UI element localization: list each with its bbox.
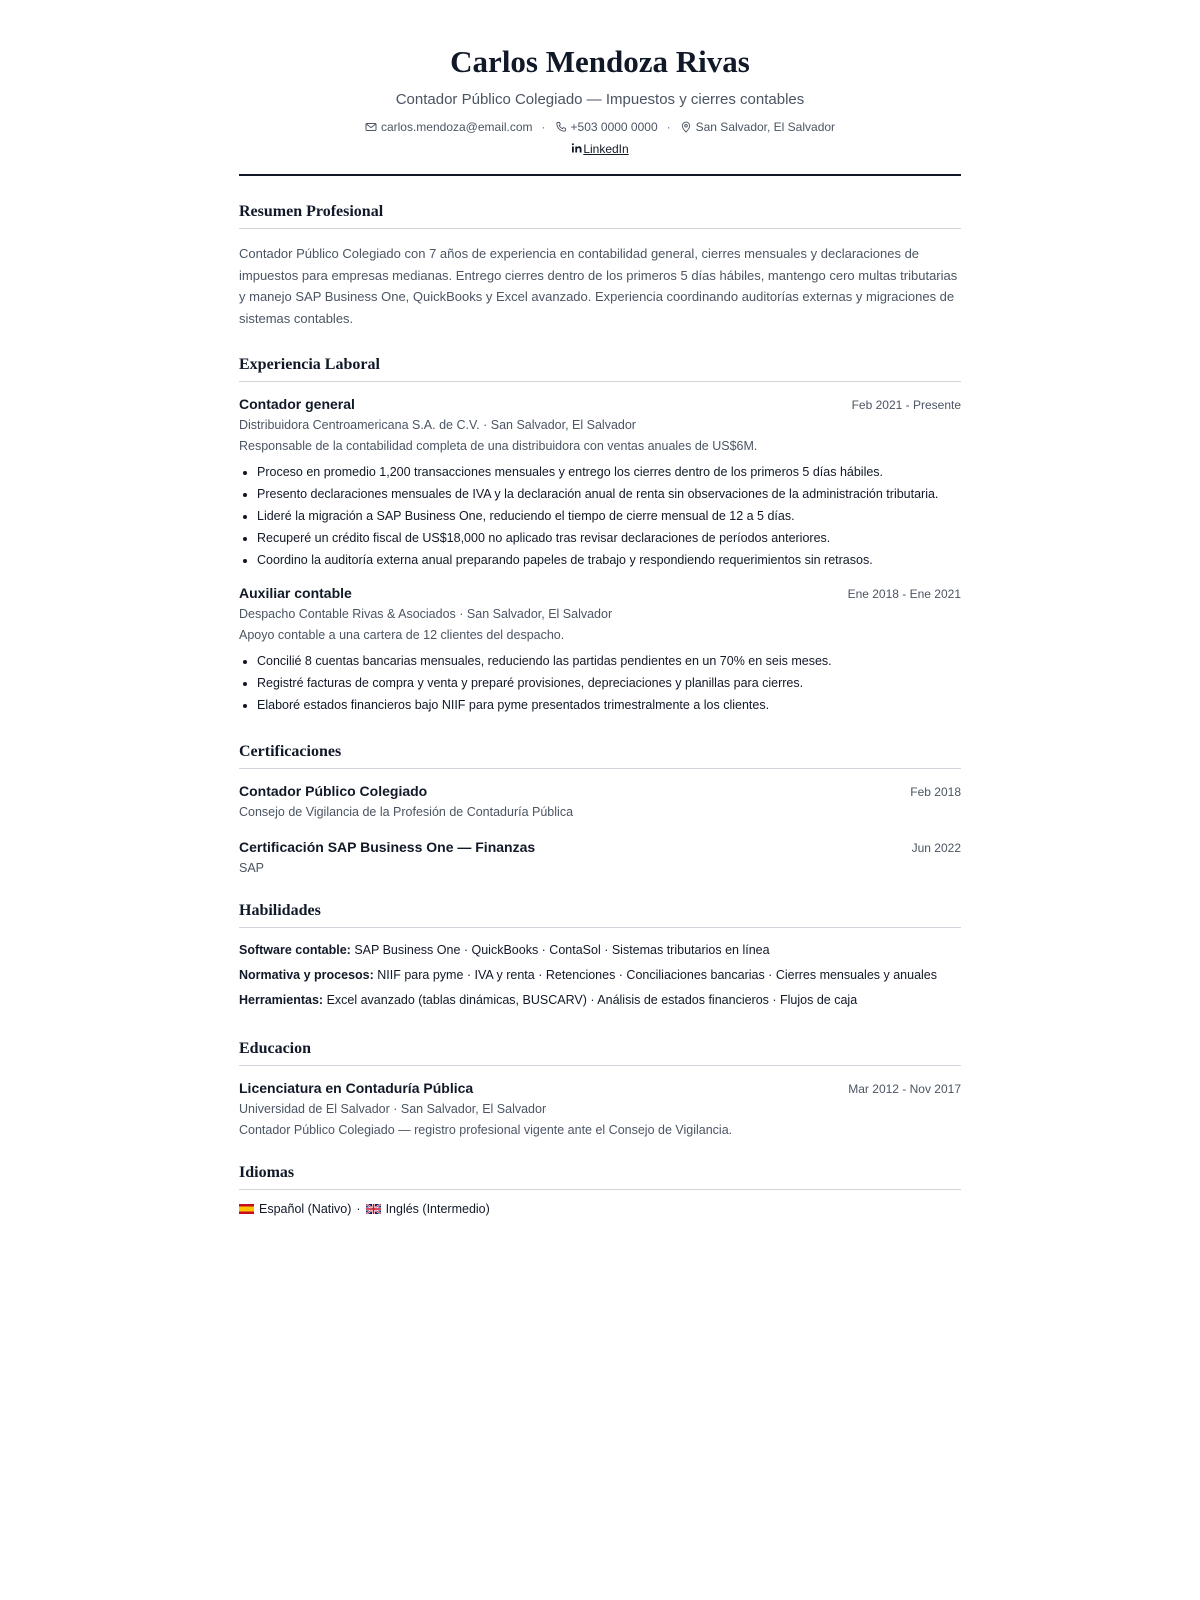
mail-icon xyxy=(365,121,377,133)
bullet-item: • Coordino la auditoría externa anual preparando papeles de trabajo y respondiendo requerimientos sin retrasos. xyxy=(257,549,961,571)
section-title: Educacion xyxy=(239,1039,961,1066)
contact-row xyxy=(239,119,961,135)
job-description: Apoyo contable a una cartera de 12 clientes del despacho. xyxy=(239,628,565,642)
section-title: Habilidades xyxy=(239,901,961,928)
bullet-item: • Recuperé un crédito fiscal de US$18,000 no aplicado tras revisar declaraciones de períodos anteriores. xyxy=(257,527,961,549)
uk-flag-icon xyxy=(366,1204,381,1214)
bullet-item: • Presento declaraciones mensuales de IVA y la declaración anual de renta sin observaciones de la administración tributaria. xyxy=(257,483,961,505)
skills-list xyxy=(239,938,961,1013)
certification-issuer: SAP xyxy=(239,861,265,875)
skill-group-label: Software contable: xyxy=(239,943,351,957)
job-bullets xyxy=(239,650,961,716)
separator: · xyxy=(356,1202,361,1216)
job-bullets xyxy=(239,461,961,571)
education-dates: Mar 2012 - Nov 2017 xyxy=(848,1082,961,1096)
job-dates: Feb 2021 - Presente xyxy=(851,398,961,412)
section-title: Certificaciones xyxy=(239,742,961,769)
certification-entry xyxy=(239,783,961,819)
certification-date: Jun 2022 xyxy=(911,841,961,855)
job-role: Auxiliar contable xyxy=(239,585,352,601)
skill-group-value: SAP Business One · QuickBooks · ContaSol · Sistemas tributarios en línea xyxy=(354,943,770,957)
bullet-item: • Elaboré estados financieros bajo NIIF para pyme presentados trimestralmente a los clientes. xyxy=(257,694,961,716)
certification-name: Certificación SAP Business One — Finanzas xyxy=(239,839,536,855)
headline: Contador Público Colegiado — Impuestos y cierres contables xyxy=(395,91,805,108)
language-item: Inglés (Intermedio) xyxy=(385,1202,490,1216)
email-contact[interactable] xyxy=(365,119,533,135)
linkedin-label: LinkedIn xyxy=(583,142,629,156)
bullet-item: • Registré facturas de compra y venta y preparé provisiones, depreciaciones y planillas para cierres. xyxy=(257,672,961,694)
phone-contact[interactable] xyxy=(555,119,658,135)
certification-date: Feb 2018 xyxy=(910,785,961,799)
degree-name: Licenciatura en Contaduría Pública xyxy=(239,1080,474,1096)
languages-list xyxy=(239,1202,961,1216)
job-description: Responsable de la contabilidad completa de una distribuidora con ventas anuales de US$6M. xyxy=(239,439,758,453)
education-section xyxy=(239,1039,961,1137)
resume-page xyxy=(239,0,961,1216)
bullet-item: • Concilié 8 cuentas bancarias mensuales, reduciendo las partidas pendientes en un 70% en seis meses. xyxy=(257,650,961,672)
skill-group-value: Excel avanzado (tablas dinámicas, BUSCARV) · Análisis de estados financieros · Flujos de caja xyxy=(326,993,858,1007)
skill-group-label: Herramientas: xyxy=(239,993,324,1007)
job-dates: Ene 2018 - Ene 2021 xyxy=(847,587,961,601)
job-entry xyxy=(239,396,961,571)
section-title: Resumen Profesional xyxy=(239,202,961,229)
bullet-item: • Lideré la migración a SAP Business One, reduciendo el tiempo de cierre mensual de 12 a 5 días. xyxy=(257,505,961,527)
certification-name: Contador Público Colegiado xyxy=(239,783,428,799)
certifications-section xyxy=(239,742,961,875)
summary-text: Contador Público Colegiado con 7 años de experiencia en contabilidad general, cierres mensuales y declaraciones de impuestos para empresas medianas. Entrego cierres dentro de los primeros 5 días hábiles, mantengo cero multas tributarias y manejo SAP Business One, QuickBooks y Excel avanzado. Experiencia coordinando auditorías externas y migraciones de sistemas contables. xyxy=(239,246,958,326)
candidate-name: Carlos Mendoza Rivas xyxy=(450,44,750,79)
skill-group xyxy=(239,988,961,1013)
header-divider xyxy=(239,174,961,176)
skill-group xyxy=(239,963,961,988)
location-text: San Salvador, El Salvador xyxy=(695,120,836,134)
job-company: Distribuidora Centroamericana S.A. de C.V. · San Salvador, El Salvador xyxy=(239,418,636,432)
bullet-item: • Proceso en promedio 1,200 transacciones mensuales y entrego los cierres dentro de los primeros 5 días hábiles. xyxy=(257,461,961,483)
certification-entry xyxy=(239,839,961,875)
linkedin-link[interactable] xyxy=(571,142,628,156)
section-title: Experiencia Laboral xyxy=(239,355,961,382)
phone-icon xyxy=(555,121,567,133)
separator: · xyxy=(541,120,546,134)
job-role: Contador general xyxy=(239,396,355,412)
certification-issuer: Consejo de Vigilancia de la Profesión de Contaduría Pública xyxy=(239,805,574,819)
location-contact xyxy=(680,119,835,135)
separator: · xyxy=(666,120,671,134)
section-title: Idiomas xyxy=(239,1163,961,1190)
skills-section xyxy=(239,901,961,1013)
linkedin-icon xyxy=(571,142,583,154)
job-entry xyxy=(239,585,961,716)
resume-header xyxy=(239,44,961,176)
link-row xyxy=(239,141,961,157)
language-item: Español (Nativo) xyxy=(259,1202,352,1216)
spain-flag-icon xyxy=(239,1204,254,1214)
school-name: Universidad de El Salvador · San Salvador, El Salvador xyxy=(239,1102,547,1116)
languages-section xyxy=(239,1163,961,1216)
phone-text: +503 0000 0000 xyxy=(570,120,658,134)
education-entry xyxy=(239,1080,961,1137)
map-pin-icon xyxy=(680,121,692,133)
summary-section xyxy=(239,202,961,329)
email-text: carlos.mendoza@email.com xyxy=(380,120,533,134)
job-company: Despacho Contable Rivas & Asociados · San Salvador, El Salvador xyxy=(239,607,613,621)
experience-section xyxy=(239,355,961,716)
skill-group-label: Normativa y procesos: xyxy=(239,968,374,982)
education-note: Contador Público Colegiado — registro profesional vigente ante el Consejo de Vigilancia. xyxy=(239,1123,733,1137)
skill-group-value: NIIF para pyme · IVA y renta · Retenciones · Conciliaciones bancarias · Cierres mensuales y anuales xyxy=(377,968,938,982)
skill-group xyxy=(239,938,961,963)
